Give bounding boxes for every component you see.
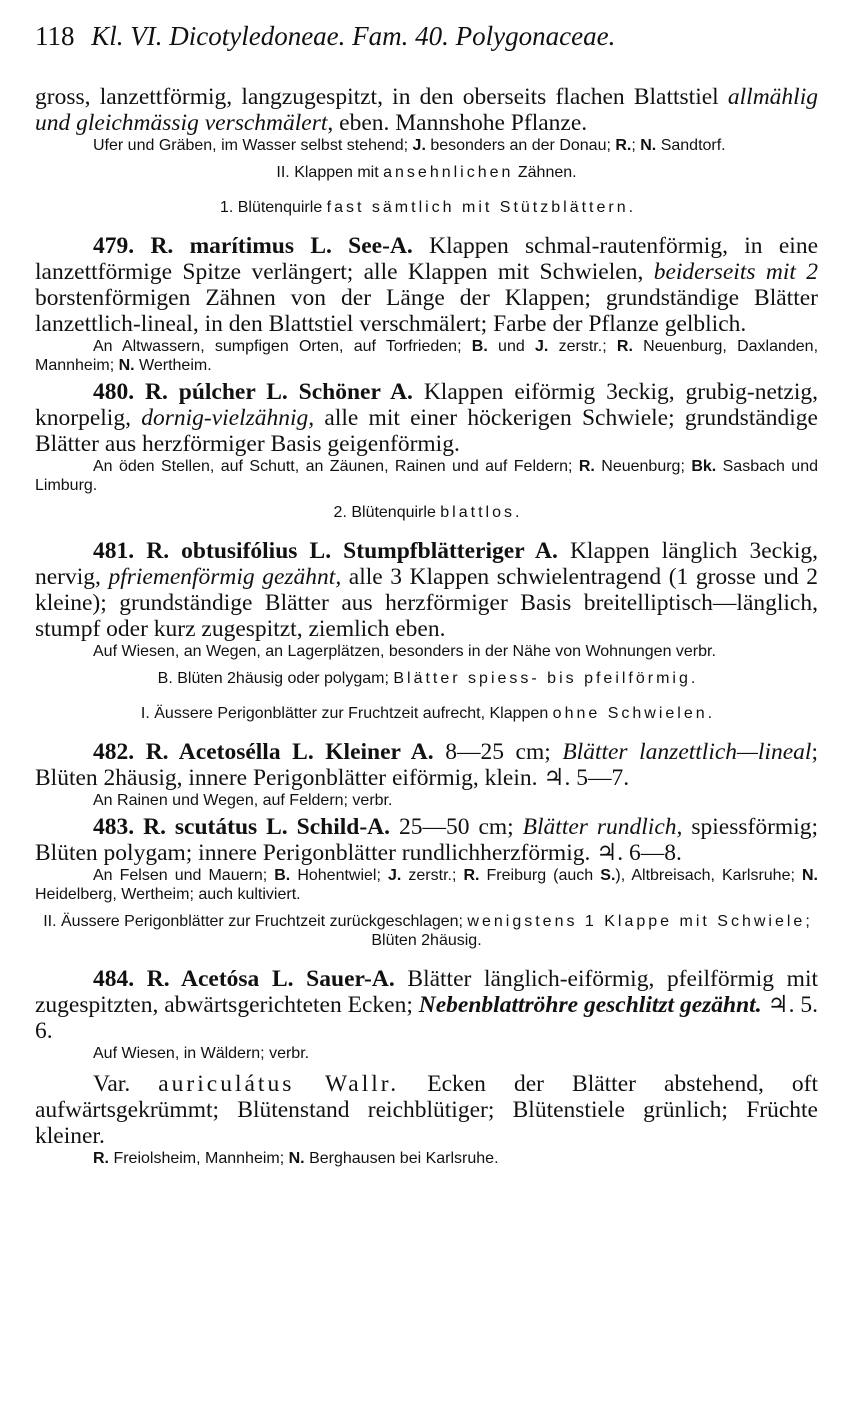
text: I. Äussere Perigonblätter zur Fruchtzeit aufrecht, Klappen: [140, 705, 553, 722]
species-name: R. marítimus L. See-A.: [150, 233, 413, 259]
region-abbr: R.: [93, 1150, 109, 1167]
text: Sasbach und Limburg.: [35, 458, 818, 494]
region-abbr: J.: [387, 867, 402, 884]
habitat-note: [35, 136, 818, 155]
text: alle mit einer höckerigen Schwiele; grundständige Blätter aus herzförmiger Basis geigenförmig.: [35, 405, 818, 457]
species-name: R. Acetósa L. Sauer-A.: [146, 966, 395, 992]
text: Blätter länglich-eiförmig, pfeilförmig mit zugespitzten, abwärtsgerichteten Ecken;: [35, 966, 819, 1018]
section-heading: [35, 704, 818, 723]
text: Freiburg (auch: [479, 867, 601, 884]
text: 25—50 cm;: [390, 814, 523, 840]
section-heading: [35, 163, 818, 182]
region-abbr: R.: [615, 137, 632, 154]
italic-text: Blätter lanzettlich—lineal: [562, 739, 812, 765]
text: Wertheim.: [134, 357, 212, 374]
text: Zähnen.: [513, 164, 577, 181]
region-abbr: Bk.: [691, 458, 717, 475]
spaced-text: auriculátus Wallr.: [158, 1071, 400, 1097]
habitat-note: [35, 1044, 818, 1063]
species-entry-483: [35, 814, 818, 866]
text: Heidelberg, Wertheim; auch kultiviert.: [35, 886, 301, 903]
spaced-text: Blätter spiess- bis pfeilförmig: [393, 670, 691, 687]
text: Auf Wiesen, an Wegen, an Lagerplätzen, besonders in der Nähe von Wohnungen verbr.: [93, 643, 716, 660]
text: Berghausen bei Karlsruhe.: [304, 1150, 499, 1167]
text: , eben. Mannshohe Pflanze.: [327, 110, 588, 136]
region-abbr: R.: [463, 867, 480, 884]
habitat-note: [35, 866, 818, 904]
species-name: R. obtusifólius L. Stumpfblätteriger A.: [146, 538, 558, 564]
species-entry-484: [35, 966, 818, 1044]
text: ), Altbreisach, Karlsruhe;: [615, 867, 802, 884]
species-name: R. Acetosélla L. Kleiner A.: [145, 739, 434, 765]
text: 8—25 cm;: [433, 739, 563, 765]
continued-paragraph: [35, 84, 818, 136]
text: borstenförmigen Zähnen von der Länge der Klappen; grundständige Blätter lanzettlich-lineal, in den Blattstiel verschmälert; Farbe der Pflanze gelblich.: [35, 285, 818, 337]
region-abbr: J.: [412, 137, 426, 154]
text: Neuenburg;: [594, 458, 692, 475]
text: An Altwassern, sumpfigen Orten, auf Torfrieden;: [93, 338, 472, 355]
text: Neuenburg, Daxlanden, Mannheim;: [35, 338, 819, 374]
italic-text: Nebenblattröhre geschlitzt gezähnt.: [418, 992, 762, 1018]
text: An Rainen und Wegen, auf Feldern; verbr.: [93, 792, 393, 809]
region-abbr: B.: [274, 867, 291, 884]
text: Ecken der Blätter abstehend, oft aufwärtsgekrümmt; Blütenstand reichblütiger; Blütenstiele grünlich; Früchte kleiner.: [35, 1071, 818, 1149]
species-name: R. scutátus L. Schild-A.: [143, 814, 391, 840]
text: An öden Stellen, auf Schutt, an Zäunen, Rainen und auf Feldern;: [93, 458, 579, 475]
text: .: [690, 670, 696, 687]
region-abbr: N.: [640, 137, 657, 154]
region-abbr: B.: [471, 338, 488, 355]
text: An Felsen und Mauern;: [93, 867, 275, 884]
text: ; Blüten 2häusig.: [371, 913, 810, 949]
species-entry-480: [35, 379, 818, 457]
spaced-text: ohne Schwielen: [552, 705, 708, 722]
spaced-text: fast sämtlich mit Stützblättern: [326, 199, 629, 216]
spaced-text: ansehnlichen: [383, 164, 514, 181]
region-abbr: R.: [616, 338, 633, 355]
habitat-note: [35, 1149, 818, 1168]
text: Hohentwiel;: [290, 867, 388, 884]
species-name: R. púlcher L. Schöner A.: [145, 379, 413, 405]
species-entry-481: [35, 538, 818, 642]
entry-number: 483.: [93, 814, 135, 840]
text: 2. Blütenquirle: [333, 504, 441, 521]
spaced-text: blattlos: [440, 504, 515, 521]
entry-number: 480.: [93, 379, 135, 405]
text: Var.: [93, 1071, 159, 1097]
italic-text: allmählig und gleichmässig verschmälert: [35, 84, 818, 136]
text: besonders an der Donau;: [425, 137, 616, 154]
region-abbr: N.: [802, 867, 818, 884]
section-heading: [35, 669, 818, 688]
variety-entry: [35, 1071, 818, 1149]
text: spiessförmig; Blüten polygam; innere Perigonblätter rundlichherzförmig. ♃. 6—8.: [35, 814, 819, 866]
text: ; Blüten 2häusig, innere Perigonblätter eiförmig, klein. ♃. 5—7.: [35, 739, 818, 791]
text: alle 3 Klappen schwielentragend (1 grosse und 2 kleine); grundständige Blätter aus herzförmiger Basis breitelliptisch—länglich, stumpf oder kurz zugespitzt, ziemlich eben.: [35, 564, 818, 642]
running-header: [35, 14, 818, 58]
region-abbr: J.: [535, 338, 549, 355]
italic-text: pfriemenförmig gezähnt,: [108, 564, 342, 590]
species-entry-479: [35, 233, 818, 337]
text: gross, lanzettförmig, langzugespitzt, in den oberseits flachen Blattstiel: [35, 84, 728, 110]
text: Auf Wiesen, in Wäldern; verbr.: [93, 1045, 310, 1062]
region-abbr: S.: [600, 867, 616, 884]
section-heading: [35, 503, 818, 522]
habitat-note: [35, 642, 818, 661]
section-heading: [35, 198, 818, 217]
text: Sandtorf.: [656, 137, 726, 154]
entry-number: 479.: [93, 233, 135, 259]
italic-text: Blätter rundlich,: [522, 814, 683, 840]
species-entry-482: [35, 739, 818, 791]
text: 1. Blütenquirle: [219, 199, 327, 216]
spaced-text: wenigstens 1 Klappe mit Schwiele: [467, 913, 806, 930]
text: Ufer und Gräben, im Wasser selbst stehend;: [93, 137, 413, 154]
text: zerstr.;: [548, 338, 617, 355]
entry-number: 482.: [93, 739, 135, 765]
habitat-note: [35, 791, 818, 810]
text: .: [514, 504, 520, 521]
header-title: Kl. VI. Dicotyledoneae. Fam. 40. Polygonaceae.: [91, 21, 616, 51]
text: B. Blüten 2häusig oder polygam;: [157, 670, 394, 687]
habitat-note: [35, 337, 818, 375]
text: II. Äussere Perigonblätter zur Fruchtzeit zurückgeschlagen;: [43, 913, 468, 930]
text: ♃. 5. 6.: [35, 992, 818, 1044]
region-abbr: N.: [118, 357, 135, 374]
text: zerstr.;: [401, 867, 464, 884]
region-abbr: N.: [288, 1150, 305, 1167]
region-abbr: R.: [578, 458, 595, 475]
text: und: [487, 338, 536, 355]
italic-text: beiderseits mit 2: [653, 259, 818, 285]
entry-number: 484.: [93, 966, 135, 992]
entry-number: 481.: [93, 538, 135, 564]
habitat-note: [35, 457, 818, 495]
page-number: 118: [35, 21, 75, 51]
text: II. Klappen mit: [276, 164, 384, 181]
italic-text: dornig-vielzähnig,: [141, 405, 315, 431]
section-heading: [35, 912, 818, 950]
text: .: [707, 705, 713, 722]
text: Klappen eiförmig 3eckig, grubig-netzig, knorpelig,: [35, 379, 818, 431]
text: Klappen länglich 3eckig, nervig,: [35, 538, 818, 590]
text: ;: [631, 137, 641, 154]
text: .: [628, 199, 634, 216]
text: Freiolsheim, Mannheim;: [109, 1150, 289, 1167]
text: Klappen schmal-rautenförmig, in eine lanzettförmige Spitze verlängert; alle Klappen mit Schwielen,: [35, 233, 818, 285]
